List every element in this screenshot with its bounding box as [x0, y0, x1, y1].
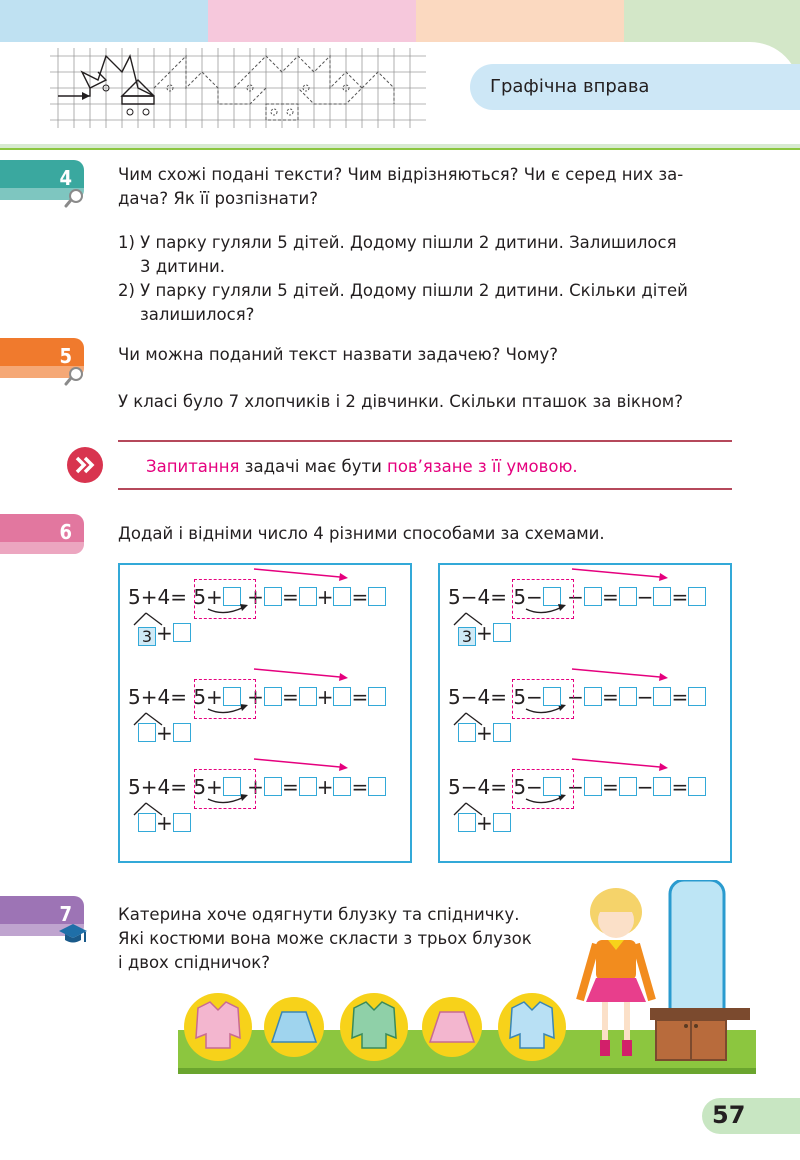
graphic-exercise-grid [50, 48, 426, 128]
top-band-blue [0, 0, 208, 42]
task-4-question-line1: Чим схожі подані тексти? Чим відрізняються? Чи є серед них за- [118, 165, 684, 184]
task-6-instruction: Додай і відніми число 4 різними способами за схемами. [118, 524, 605, 543]
blouse-blue-icon [498, 993, 566, 1061]
mirror [670, 880, 724, 1030]
magnifier-icon [64, 188, 84, 208]
task-4-question-line2: дача? Як її розпізнати? [118, 189, 318, 208]
subtraction-equation: 5−4= 5− − = − = [448, 585, 706, 609]
task-5-number: 5 [59, 344, 72, 368]
page-number: 57 [712, 1101, 746, 1129]
subtraction-decomposition: 3 + [458, 621, 511, 646]
task-4-item-1 [118, 231, 743, 279]
addition-decomposition: 3 + [138, 621, 191, 646]
section-title: Графічна вправа [490, 76, 650, 97]
task-4-item-2-line1: 2) У парку гуляли 5 дітей. Додому пішли 2 дитини. Скільки дітей [118, 281, 688, 300]
addition-scheme-box [118, 563, 412, 863]
subtraction-decomposition: + [458, 721, 511, 745]
blouse-green-icon [340, 993, 408, 1061]
addition-decomposition: + [138, 721, 191, 745]
task-4-item-1-line1: 1) У парку гуляли 5 дітей. Додому пішли 2 дитини. Залишилося [118, 233, 677, 252]
clothes-and-girl-illustration [178, 880, 756, 1076]
graduation-cap-icon [58, 922, 88, 946]
addition-decomposition: + [138, 811, 191, 835]
header-line [0, 148, 800, 150]
task-5-text: У класі було 7 хлопчиків і 2 дівчинки. Скільки пташок за вікном? [118, 392, 683, 411]
task-4-item-2 [118, 279, 743, 327]
subtraction-equation: 5−4= 5− − = − = [448, 685, 706, 709]
top-band-peach [416, 0, 624, 42]
rule-text [146, 457, 578, 476]
top-band-pink [208, 0, 416, 42]
rule-top-line [118, 440, 732, 442]
blouse-pink-icon [184, 993, 252, 1061]
addition-equation: 5+4= 5+ + = + = [128, 685, 386, 709]
skirt-pink-icon [422, 997, 482, 1057]
rule-part2: задачі має бути [239, 457, 388, 476]
task-4-item-2-line2: залишилося? [140, 305, 255, 324]
task-6-number: 6 [59, 520, 72, 544]
addition-equation: 5+4= 5+ + = + = [128, 585, 386, 609]
subtraction-equation: 5−4= 5− − = − = [448, 775, 706, 799]
skirt-blue-icon [264, 997, 324, 1057]
task-7-line2: Які костюми вона може скласти з трьох блузок [118, 929, 532, 948]
rule-part1: Запитання [146, 457, 240, 476]
task-4-number: 4 [59, 166, 72, 190]
task-5-question: Чи можна поданий текст назвати задачею? Чому? [118, 345, 559, 364]
rule-bottom-line [118, 488, 732, 490]
task-7-number: 7 [59, 902, 72, 926]
double-chevron-icon [66, 446, 104, 484]
addition-equation: 5+4= 5+ + = + = [128, 775, 386, 799]
task-6-tab [0, 514, 84, 554]
subtraction-scheme-box [438, 563, 732, 863]
task-7-line1: Катерина хоче одягнути блузку та спідничку. [118, 905, 520, 924]
subtraction-decomposition: + [458, 811, 511, 835]
magnifier-icon [64, 366, 84, 386]
task-7-line3: і двох спідничок? [118, 953, 270, 972]
task-4-item-1-line2: 3 дитини. [140, 257, 225, 276]
rule-part3: пов’язане з її умовою. [387, 457, 578, 476]
